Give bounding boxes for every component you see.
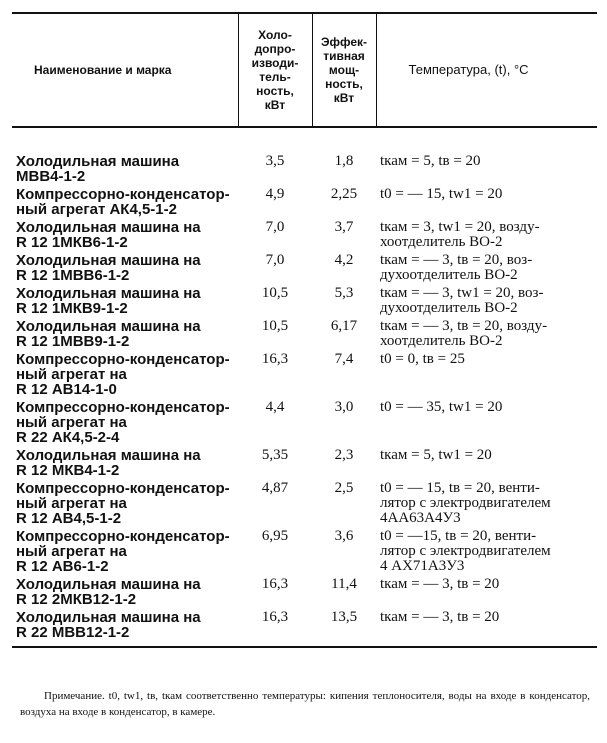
cell-capacity: 4,9 <box>265 186 285 202</box>
cell-name: Холодильная машина на R 12 1МКВ6-1-2 <box>16 219 201 251</box>
cell-power: 13,5 <box>312 608 376 647</box>
cell-name: Холодильная машина на R 12 МКВ4-1-2 <box>16 447 201 479</box>
header-capacity: Холо- допро- изводи- тель- ность, кВт <box>238 13 312 127</box>
cell-capacity: 16,3 <box>238 608 312 647</box>
table-row <box>12 185 597 218</box>
table-row <box>12 446 597 479</box>
cell-name: Компрессорно-конденсатор- ный агрегат на R 12 АВ6-1-2 <box>16 528 230 575</box>
cell-name: Холодильная машина на R 12 2МКВ12-1-2 <box>16 576 201 608</box>
table-row <box>12 527 597 575</box>
cell-name: Холодильная машина на R 12 1МКВ9-1-2 <box>16 285 201 317</box>
cell-power: 6,17 <box>330 318 358 334</box>
cell-capacity: 6,95 <box>261 528 289 544</box>
cell-name: Компрессорно-конденсатор- ный агрегат на R 12 АВ14-1-0 <box>16 351 230 398</box>
header-name: Наименование и марка <box>12 13 238 127</box>
cell-temperature: t0 = 0, tв = 25 <box>380 351 465 367</box>
cell-temperature: tкам = — 3, tв = 20 <box>376 608 597 647</box>
cell-name: Холодильная машина МВВ4-1-2 <box>16 153 180 185</box>
cell-temperature: tкам = 5, tw1 = 20 <box>380 447 492 463</box>
cell-capacity: 4,4 <box>265 399 285 415</box>
cell-capacity: 7,0 <box>265 252 285 268</box>
cell-name: Холодильная машина на R 12 1МВВ9-1-2 <box>16 318 201 350</box>
cell-power: 3,6 <box>334 528 354 544</box>
header-power: Эффек- тивная мощ- ность, кВт <box>312 13 376 127</box>
table-row <box>12 218 597 251</box>
cell-capacity: 16,3 <box>261 576 289 592</box>
table-row <box>12 398 597 446</box>
table-body <box>12 127 597 647</box>
cell-name: Холодильная машина на R 22 МВВ12-1-2 <box>12 608 238 647</box>
cell-power: 5,3 <box>334 285 354 301</box>
header-temperature: Температура, (t), °С <box>376 13 597 127</box>
cell-power: 3,0 <box>334 399 354 415</box>
table-row <box>12 127 597 185</box>
cell-name: Компрессорно-конденсатор- ный агрегат на R 22 АК4,5-2-4 <box>16 399 230 446</box>
cell-power: 7,4 <box>334 351 354 367</box>
cell-temperature: tкам = 5, tв = 20 <box>380 153 481 169</box>
cell-temperature: t0 = — 15, tв = 20, венти- лятор с электродвигателем 4АА63А4У3 <box>380 480 551 526</box>
table-row <box>12 317 597 350</box>
cell-temperature: t0 = — 15, tw1 = 20 <box>380 186 503 202</box>
cell-capacity: 3,5 <box>265 153 285 169</box>
cell-power: 11,4 <box>331 576 357 592</box>
cell-capacity: 16,3 <box>261 351 289 367</box>
cell-name: Холодильная машина на R 12 1МВВ6-1-2 <box>16 252 201 284</box>
cell-name: Компрессорно-конденсатор- ный агрегат на R 12 АВ4,5-1-2 <box>16 480 230 527</box>
cell-temperature: tкам = — 3, tв = 20, возду- хоотделитель ВО-2 <box>380 318 548 349</box>
cell-power: 3,7 <box>334 219 354 235</box>
table-row <box>12 608 597 647</box>
table-row <box>12 251 597 284</box>
cell-temperature: tкам = — 3, tв = 20 <box>380 576 500 592</box>
cell-power: 2,3 <box>334 447 354 463</box>
cell-temperature: t0 = — 35, tw1 = 20 <box>380 399 503 415</box>
cell-capacity: 10,5 <box>261 285 289 301</box>
cell-power: 2,5 <box>334 480 354 496</box>
table-header-row <box>12 13 597 127</box>
table-row <box>12 575 597 608</box>
cell-capacity: 10,5 <box>261 318 289 334</box>
cell-temperature: tкам = — 3, tw1 = 20, воз- духоотделитель ВО-2 <box>380 285 544 316</box>
cell-temperature: t0 = —15, tв = 20, венти- лятор с электродвигателем 4 АХ71А3У3 <box>380 528 551 574</box>
table-footnote: Примечание. t0, tw1, tв, tкам соответственно температуры: кипения теплоносителя, воды на входе в конденсатор, воздуха на входе в конденсатор, в камере. <box>20 690 590 718</box>
table-row <box>12 350 597 398</box>
cell-temperature: tкам = 3, tw1 = 20, возду- хоотделитель ВО-2 <box>380 219 540 250</box>
refrigeration-units-table <box>12 12 597 648</box>
cell-power: 2,25 <box>330 186 358 202</box>
cell-capacity: 4,87 <box>261 480 289 496</box>
cell-capacity: 5,35 <box>261 447 289 463</box>
cell-power: 4,2 <box>334 252 354 268</box>
cell-temperature: tкам = — 3, tв = 20, воз- духоотделитель ВО-2 <box>380 252 533 283</box>
cell-power: 1,8 <box>334 153 354 169</box>
cell-capacity: 7,0 <box>265 219 285 235</box>
cell-name: Компрессорно-конденсатор- ный агрегат АК4,5-1-2 <box>16 186 230 218</box>
table-row <box>12 479 597 527</box>
table-row <box>12 284 597 317</box>
